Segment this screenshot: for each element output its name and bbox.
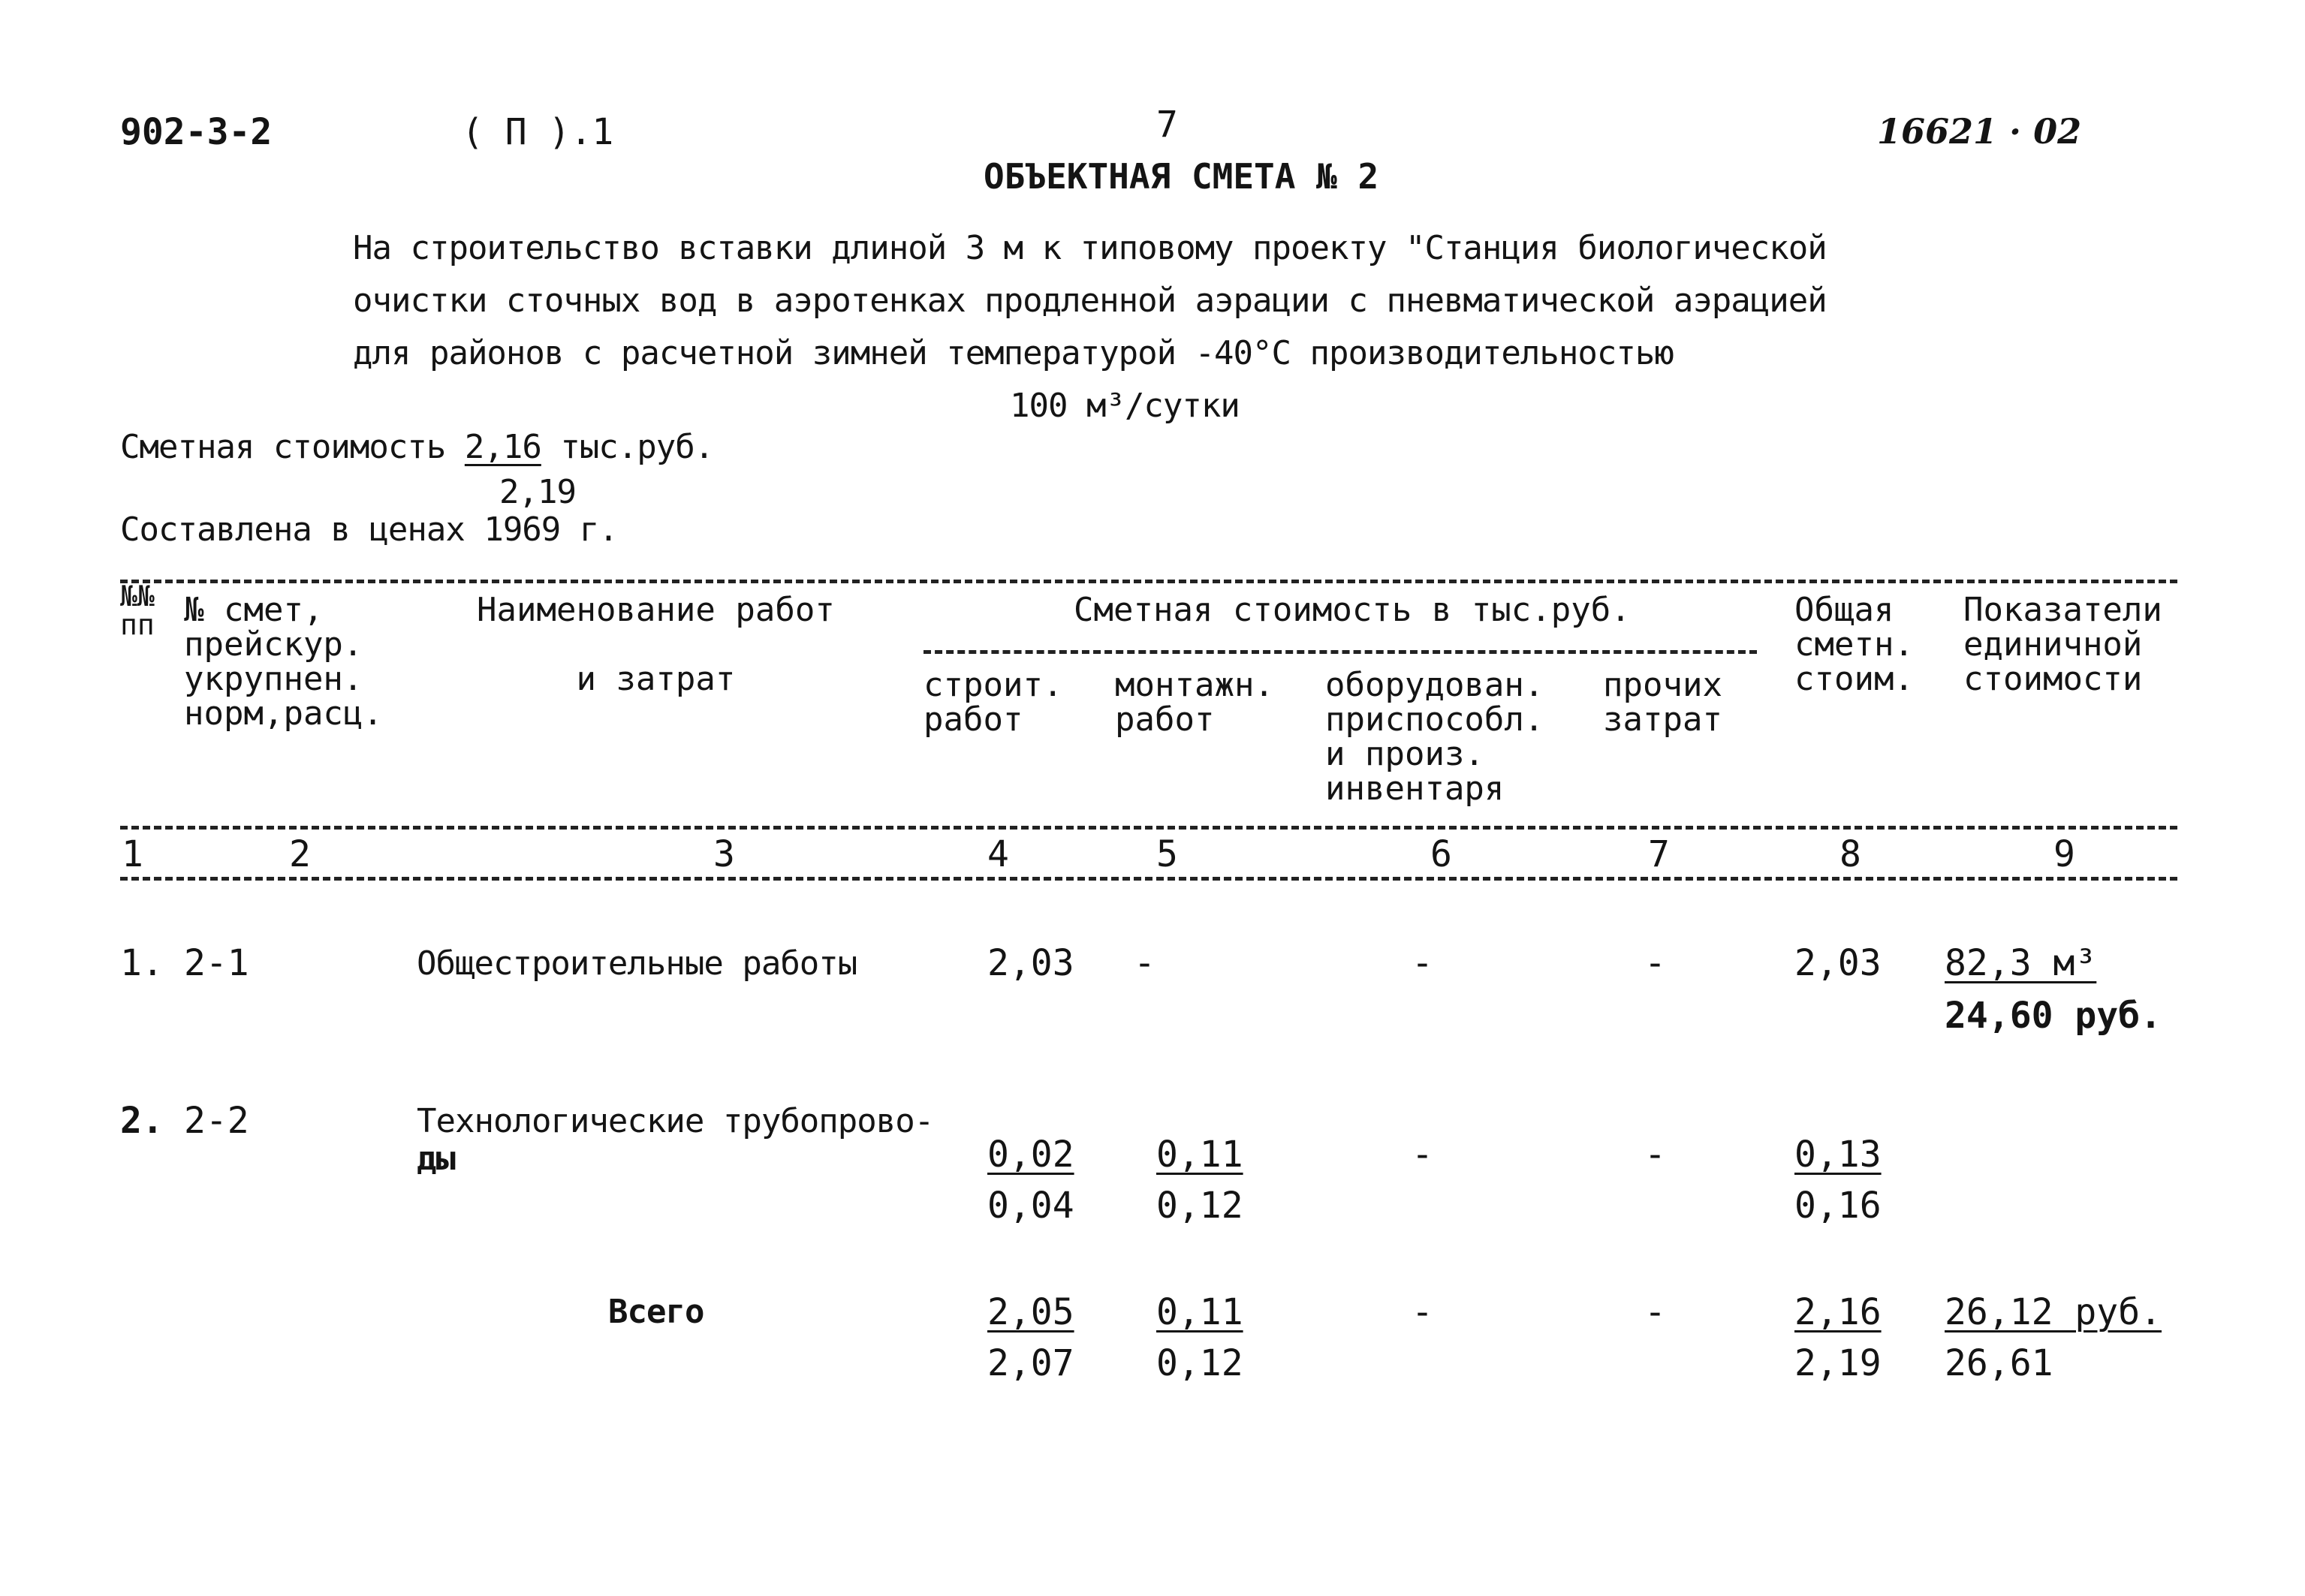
row1-indicator-volume: 82,3 м³ [1945, 942, 2097, 984]
total-sum-top: 2,16 [1794, 1291, 1882, 1333]
row1-name: Общестроительные работы [417, 944, 857, 983]
row2-installation-top: 0,11 [1156, 1134, 1243, 1176]
header-cost-group: Сметная стоимость в тыс.руб. [1074, 591, 1631, 629]
document-code: 902-3-2 [120, 111, 273, 153]
column-number-4: 4 [987, 833, 1009, 875]
column-number-7: 7 [1648, 833, 1670, 875]
column-number-1: 1 [122, 833, 143, 875]
column-number-rule [120, 877, 2177, 881]
subject-line-2: очистки сточных вод в аэротенках продленной аэрации с пневматической аэрацией [353, 282, 1827, 320]
prices-line [120, 510, 618, 549]
row1-total: 2,03 [1794, 942, 1882, 984]
row1-code: 2-1 [184, 942, 249, 984]
column-number-8: 8 [1839, 833, 1861, 875]
column-number-5: 5 [1156, 833, 1178, 875]
header-work-name: Наименование работ и затрат [477, 591, 835, 698]
row1-indicator-cost: 24,60 руб. [1945, 995, 2162, 1037]
total-construction-bottom: 2,07 [987, 1342, 1074, 1384]
total-installation-top: 0,11 [1156, 1291, 1243, 1333]
subject-line-1: На строительство вставки длиной 3 м к типовому проекту "Станция биологической [353, 229, 1827, 267]
total-installation-bottom: 0,12 [1156, 1342, 1243, 1384]
row1-number: 1. [120, 942, 164, 984]
document-title: ОБЪЕКТНАЯ СМЕТА № 2 [984, 156, 1379, 197]
row2-construction-top: 0,02 [987, 1134, 1074, 1176]
header-construction: строит. работ [924, 666, 1063, 739]
total-construction-top: 2,05 [987, 1291, 1074, 1333]
section-marker: ( П ).1 [462, 111, 614, 153]
header-row-number: №№ пп [120, 580, 155, 641]
row2-total-bottom: 0,16 [1794, 1185, 1882, 1227]
header-equipment: оборудован. приспособл. и произ. инвентаря [1325, 666, 1544, 808]
row1-installation: - [1134, 942, 1156, 984]
row2-code: 2-2 [184, 1100, 249, 1142]
row1-construction: 2,03 [987, 942, 1074, 984]
row2-installation-bottom: 0,12 [1156, 1185, 1243, 1227]
row1-other: - [1644, 942, 1666, 984]
subject-line-3: для районов с расчетной зимней температурой -40°C производительностью [353, 334, 1674, 372]
row2-number: 2. [120, 1100, 164, 1142]
prices-label: Составлена в ценах [120, 510, 465, 549]
header-bottom-rule [120, 826, 2177, 830]
subject-line-4: 100 м³/сутки [1010, 387, 1240, 425]
total-sum-bottom: 2,19 [1794, 1342, 1882, 1384]
row2-total-top: 0,13 [1794, 1134, 1882, 1176]
header-total: Общая сметн. стоим. [1794, 591, 1914, 698]
estimated-cost [120, 428, 713, 466]
total-equipment: - [1412, 1291, 1433, 1333]
price-correction: 2,19 [499, 473, 576, 511]
column-number-3: 3 [713, 833, 735, 875]
total-label: Всего [608, 1293, 704, 1331]
header-unit-indicators: Показатели единичной стоимости [1963, 591, 2162, 698]
header-estimate-code: № смет, прейскур. укрупнен. норм,расц. [184, 591, 383, 733]
header-other: прочих затрат [1603, 666, 1722, 739]
column-number-9: 9 [2053, 833, 2075, 875]
total-indicator-top: 26,12 руб. [1945, 1291, 2162, 1333]
estimated-cost-label: Сметная стоимость [120, 428, 446, 466]
row2-other: - [1644, 1134, 1666, 1176]
row2-name-line1: Технологические трубопрово- [417, 1102, 934, 1140]
total-indicator-bottom: 26,61 [1945, 1342, 2053, 1384]
table-top-rule [120, 580, 2177, 583]
prices-year: 1969 г. [484, 510, 618, 549]
total-other: - [1644, 1291, 1666, 1333]
column-number-2: 2 [289, 833, 311, 875]
page-number: 7 [1156, 104, 1178, 146]
handwritten-number: 16621 · 02 [1877, 111, 2082, 152]
estimated-cost-unit: тыс.руб. [560, 428, 714, 466]
estimated-cost-value: 2,16 [464, 428, 541, 466]
header-group-rule [924, 650, 1757, 654]
header-installation: монтажн. работ [1115, 666, 1274, 739]
column-number-6: 6 [1430, 833, 1452, 875]
row1-equipment: - [1412, 942, 1433, 984]
row2-equipment: - [1412, 1134, 1433, 1176]
row2-name-line2: ды [417, 1140, 455, 1178]
row2-construction-bottom: 0,04 [987, 1185, 1074, 1227]
